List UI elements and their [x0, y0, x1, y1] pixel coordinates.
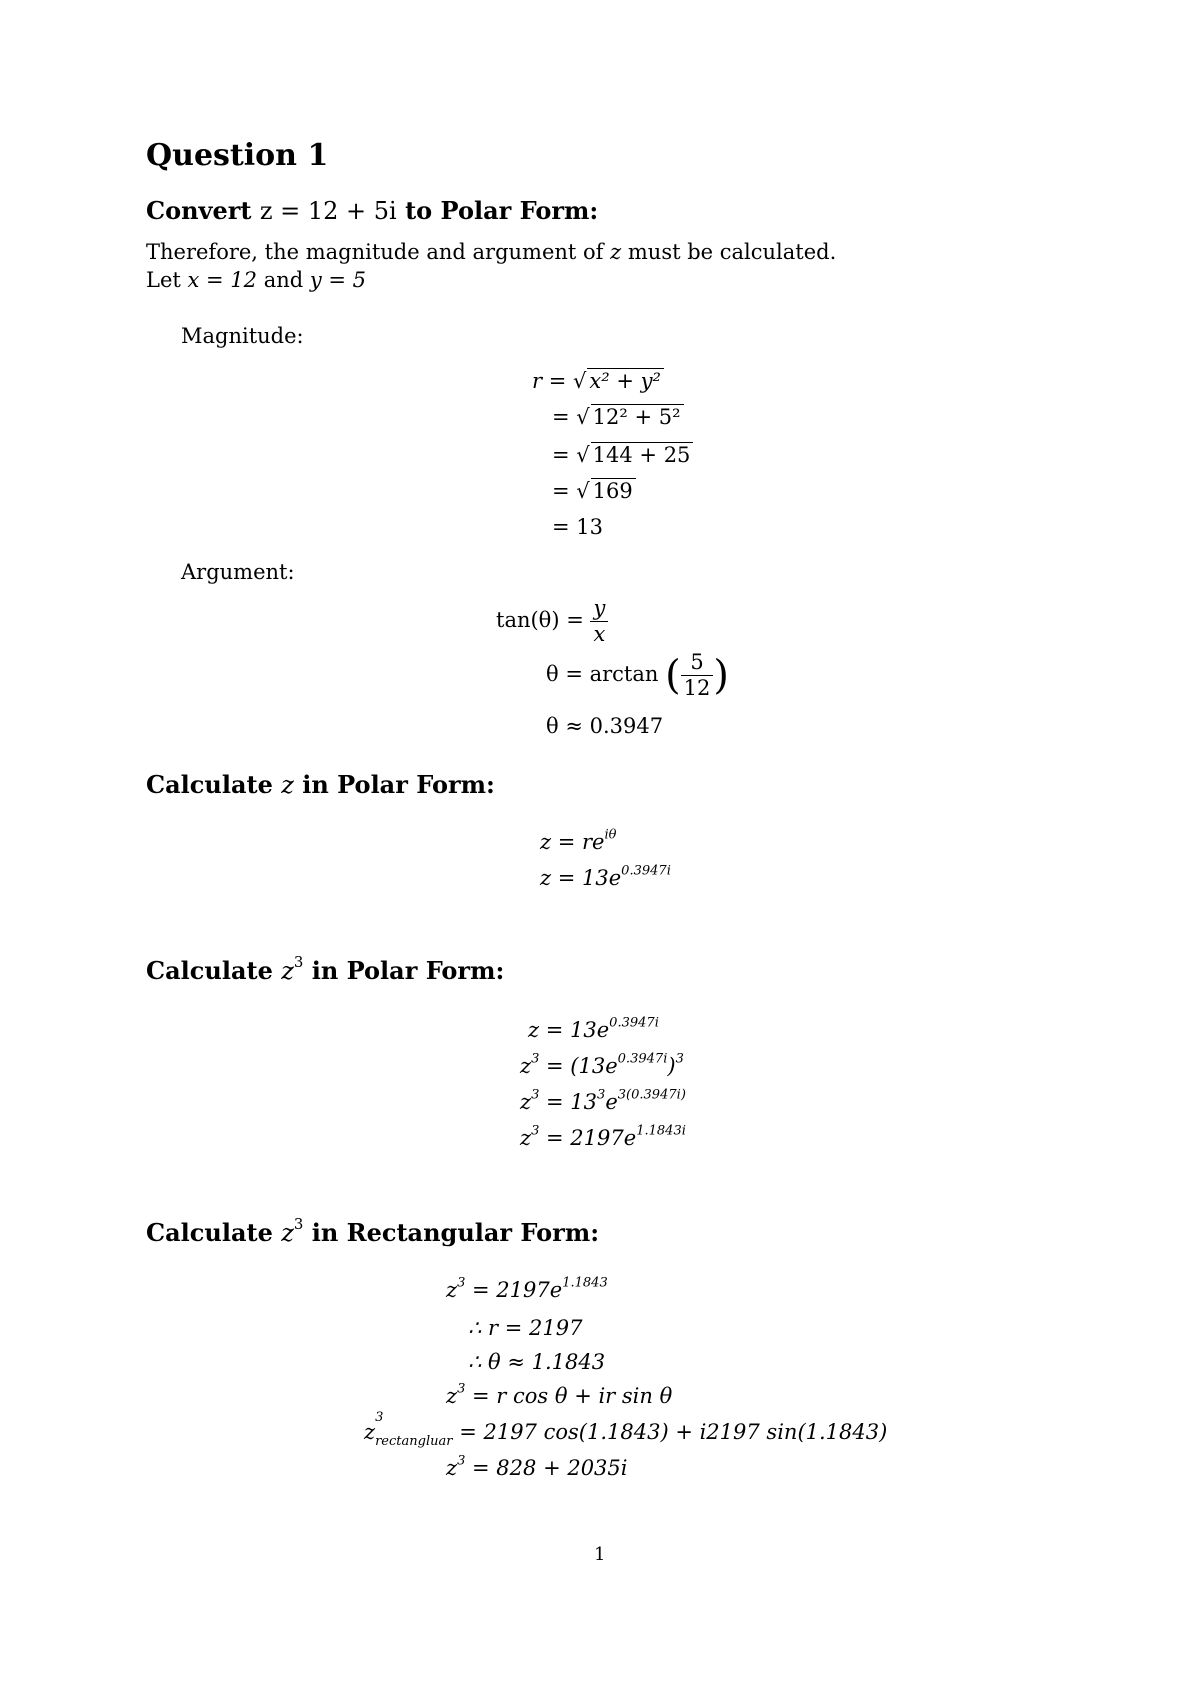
eq-text: = (13e — [539, 1054, 618, 1078]
magnitude-eq-2: = √ 12² + 5² — [552, 404, 684, 429]
rect-eq-4 — [446, 1381, 673, 1408]
page-number: 1 — [594, 1544, 606, 1565]
eq-var: z — [446, 1456, 458, 1480]
exponent: iθ — [604, 827, 617, 843]
exponent: 0.3947i — [617, 1051, 668, 1067]
eq-text: z = 13e — [540, 866, 622, 890]
intro-text: Let — [146, 268, 188, 292]
argument-label: Argument: — [181, 560, 295, 584]
magnitude-eq-5: = 13 — [552, 515, 603, 539]
eq-text: = 13 — [539, 1090, 598, 1114]
numerator: y — [590, 596, 608, 622]
cube-polar-eq-3 — [520, 1087, 686, 1114]
exponent: 3 — [457, 1381, 466, 1397]
left-paren: ( — [665, 652, 681, 699]
eq-var: z — [520, 1054, 532, 1078]
cube-polar-eq-4 — [520, 1123, 686, 1150]
eq-text: z = re — [540, 830, 605, 854]
eq-var: z — [446, 1384, 458, 1408]
radicand: x² + y² — [587, 368, 664, 393]
exponent: 3(0.3947i) — [617, 1087, 686, 1103]
eq-var: z — [364, 1420, 376, 1444]
denominator: x — [593, 622, 606, 647]
rect-eq-3: ∴ θ ≈ 1.1843 — [468, 1350, 606, 1374]
section-heading-cube-rect — [146, 1215, 600, 1247]
exponent: 0.3947i — [609, 1015, 659, 1031]
rect-eq-5: z 3 $_{rectangluar}$ = 2197 cos(1.1843) + i2197 sin(1.1843) — [364, 1410, 888, 1449]
cube-polar-eq-1 — [528, 1015, 659, 1042]
exponent: 3 — [531, 1087, 540, 1103]
exponent: 1.1843 — [562, 1275, 608, 1291]
exponent: 3 — [597, 1087, 606, 1103]
argument-eq-2 — [546, 650, 729, 701]
numerator: 5 — [681, 650, 714, 676]
intro-line-1 — [146, 240, 836, 264]
eq-var: z — [446, 1278, 458, 1302]
intro-text: Therefore, the magnitude and argument of — [146, 240, 611, 264]
rect-eq-6 — [446, 1453, 628, 1480]
rect-eq-2: ∴ r = 2197 — [468, 1316, 583, 1340]
heading-text: to Polar Form: — [396, 196, 599, 225]
heading-math: z = 12 + 5i — [259, 197, 397, 225]
intro-var: z — [610, 240, 622, 264]
sqrt-symbol: √ 144 + 25 — [576, 442, 693, 467]
exponent: 3 — [531, 1123, 540, 1139]
radicand: 169 — [591, 478, 636, 503]
magnitude-eq-4: = √ 169 — [552, 478, 636, 503]
eq-text: = 828 + 2035i — [465, 1456, 628, 1480]
cube-polar-eq-2 — [520, 1051, 684, 1078]
polar-eq-1 — [540, 827, 617, 854]
section-heading-polar — [146, 770, 495, 799]
argument-eq-3: θ ≈ 0.3947 — [546, 714, 664, 738]
heading-var: z — [281, 1219, 294, 1247]
exponent: 3 — [675, 1051, 684, 1067]
eq-var: z — [520, 1126, 532, 1150]
eq-text: = 2197e — [465, 1278, 563, 1302]
heading-exp: 3 — [293, 1215, 304, 1234]
heading-text: Calculate — [146, 1218, 282, 1247]
magnitude-eq-3: = √ 144 + 25 — [552, 442, 693, 467]
eq-lhs: tan(θ) = — [496, 608, 584, 633]
exponent: 3 — [457, 1275, 466, 1291]
eq-text: = 2197 cos(1.1843) + i2197 sin(1.1843) — [452, 1420, 888, 1444]
exponent: 1.1843i — [636, 1123, 686, 1139]
eq-text: = r cos θ + ir sin θ — [465, 1384, 673, 1408]
heading-var: z — [281, 771, 294, 799]
intro-text: and — [257, 268, 310, 292]
argument-eq-1 — [496, 596, 608, 647]
exponent: 3 — [531, 1051, 540, 1067]
denominator: 12 — [683, 676, 711, 701]
eq-text: e — [605, 1090, 618, 1114]
magnitude-label: Magnitude: — [181, 324, 304, 348]
heading-var: z — [281, 957, 294, 985]
right-paren: ) — [713, 652, 729, 699]
eq-text: = 2197e — [539, 1126, 637, 1150]
intro-var: y = 5 — [309, 268, 367, 292]
subscript: rectangluar — [375, 1433, 453, 1449]
heading-text: in Polar Form: — [303, 956, 505, 985]
heading-text: in Rectangular Form: — [303, 1218, 600, 1247]
section-heading-cube-polar — [146, 953, 505, 985]
eq-lhs: θ = arctan — [546, 662, 659, 687]
eq-text: z = 13e — [528, 1018, 610, 1042]
exponent: 3 — [457, 1453, 466, 1469]
sqrt-symbol: √ 169 — [576, 478, 635, 503]
radicand: 12² + 5² — [591, 404, 684, 429]
heading-exp: 3 — [293, 953, 304, 972]
magnitude-eq-1 — [532, 368, 664, 393]
section-heading-convert — [146, 196, 598, 225]
eq-text: ) — [667, 1054, 676, 1078]
eq-var: z — [520, 1090, 532, 1114]
fraction — [590, 596, 608, 647]
exponent: 0.3947i — [621, 863, 671, 879]
eq-lhs: r = — [532, 369, 567, 393]
heading-text: Calculate — [146, 956, 282, 985]
heading-text: Convert — [146, 196, 260, 225]
radicand: 144 + 25 — [591, 442, 694, 467]
polar-eq-2 — [540, 863, 671, 890]
rect-eq-1 — [446, 1275, 608, 1302]
fraction — [681, 650, 714, 701]
intro-line-2 — [146, 268, 366, 292]
sqrt-symbol: √ x² + y² — [573, 368, 664, 393]
intro-var: x = 12 — [187, 268, 258, 292]
question-title: Question 1 — [146, 138, 329, 173]
heading-text: in Polar Form: — [293, 770, 495, 799]
heading-text: Calculate — [146, 770, 282, 799]
sqrt-symbol: √ 12² + 5² — [576, 404, 683, 429]
intro-text: must be calculated. — [621, 240, 837, 264]
